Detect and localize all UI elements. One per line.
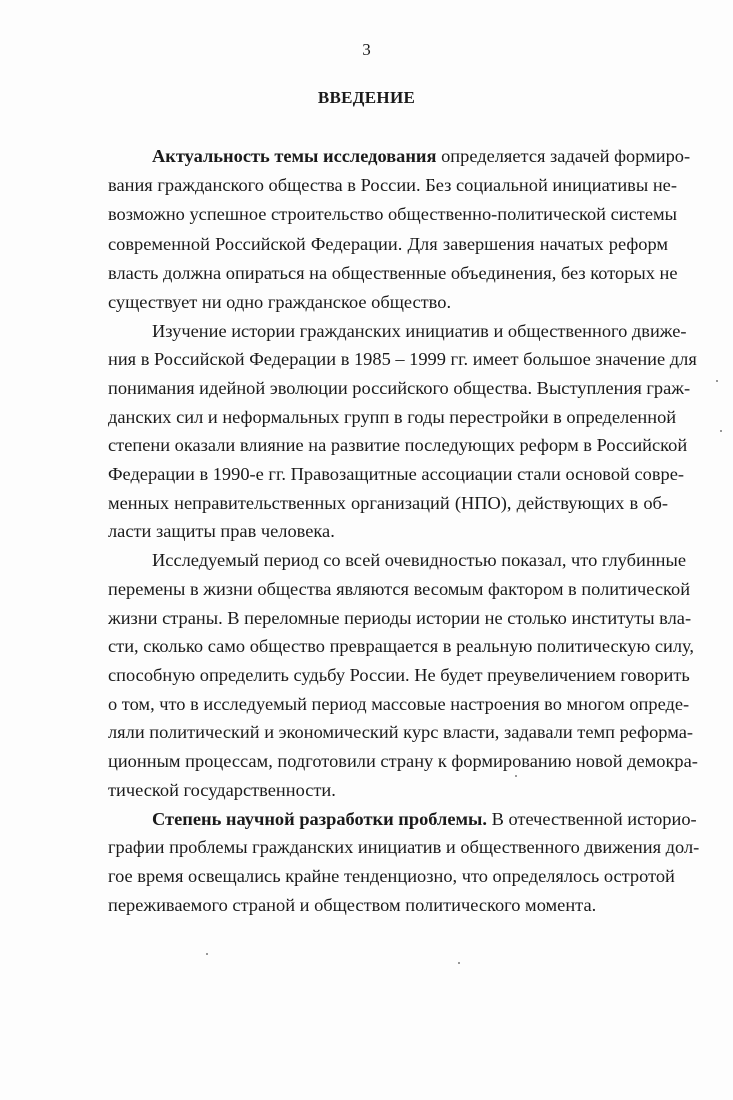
paragraph-4-line-2: графии проблемы гражданских инициатив и общественного движения дол- bbox=[108, 837, 700, 857]
paragraph-1-line-5: власть должна опираться на общественные объединения, без которых не bbox=[108, 263, 678, 283]
paragraph-3-line-2: перемены в жизни общества являются весомым фактором в политической bbox=[108, 579, 691, 599]
paragraph-1-line-2: вания гражданского общества в России. Без социальной инициативы не- bbox=[108, 175, 677, 195]
paragraph-3-line-5: способную определить судьбу России. Не будет преувеличением говорить bbox=[108, 665, 690, 685]
paragraph-3-line-4: сти, сколько само общество превращается в реальную политическую силу, bbox=[108, 636, 694, 656]
scan-speck bbox=[716, 380, 718, 382]
paragraph-4-line-4: переживаемого страной и обществом политического момента. bbox=[108, 895, 597, 915]
paragraph-1-line-1: Актуальность темы исследования определяется задачей формиро- bbox=[152, 146, 691, 166]
scan-speck bbox=[206, 953, 208, 955]
paragraph-4-line-3: гое время освещались крайне тенденциозно, что определялось остротой bbox=[108, 866, 675, 886]
paragraph-1-line-4: современной Российской Федерации. Для завершения начатых реформ bbox=[108, 234, 668, 254]
paragraph-1-line-6: существует ни одно гражданское общество. bbox=[108, 292, 452, 312]
paragraph-2-line-2: ния в Российской Федерации в 1985 – 1999 гг. имеет большое значение для bbox=[108, 349, 697, 369]
paragraph-4-bold-lead: Степень научной разработки проблемы. bbox=[152, 809, 488, 829]
section-heading: ВВЕДЕНИЕ bbox=[317, 88, 416, 107]
page-number: 3 bbox=[362, 40, 371, 59]
paragraph-3-line-9: тической государственности. bbox=[108, 780, 336, 800]
scan-speck bbox=[458, 962, 460, 964]
paragraph-2-line-7: менных неправительственных организаций (НПО), действующих в об- bbox=[108, 493, 668, 513]
paragraph-4-line-1: Степень научной разработки проблемы. В отечественной историо- bbox=[152, 809, 697, 829]
paragraph-2-line-4: данских сил и неформальных групп в годы перестройки в определенной bbox=[108, 407, 677, 427]
paragraph-1-line-3: возможно успешное строительство общественно-политической системы bbox=[108, 204, 677, 224]
paragraph-2-line-5: степени оказали влияние на развитие последующих реформ в Российской bbox=[108, 435, 688, 455]
paragraph-2-line-6: Федерации в 1990-е гг. Правозащитные ассоциации стали основой совре- bbox=[108, 464, 685, 484]
paragraph-3-line-7: ляли политический и экономический курс власти, задавали темп реформа- bbox=[108, 722, 693, 742]
paragraph-2-line-1: Изучение истории гражданских инициатив и общественного движе- bbox=[152, 321, 687, 341]
paragraph-3-line-1: Исследуемый период со всей очевидностью показал, что глубинные bbox=[152, 550, 687, 570]
paragraph-1-bold-lead: Актуальность темы исследования bbox=[152, 146, 437, 166]
paragraph-2-line-8: ласти защиты прав человека. bbox=[108, 521, 335, 541]
scan-speck bbox=[515, 775, 517, 777]
paragraph-3-line-3: жизни страны. В переломные периоды истории не столько институты вла- bbox=[108, 608, 692, 628]
paragraph-3-line-8: ционным процессам, подготовили страну к формированию новой демокра- bbox=[108, 751, 698, 771]
paragraph-2-line-3: понимания идейной эволюции российского общества. Выступления граж- bbox=[108, 378, 691, 398]
paragraph-3-line-6: о том, что в исследуемый период массовые настроения во многом опреде- bbox=[108, 694, 690, 714]
scan-speck bbox=[720, 430, 722, 432]
